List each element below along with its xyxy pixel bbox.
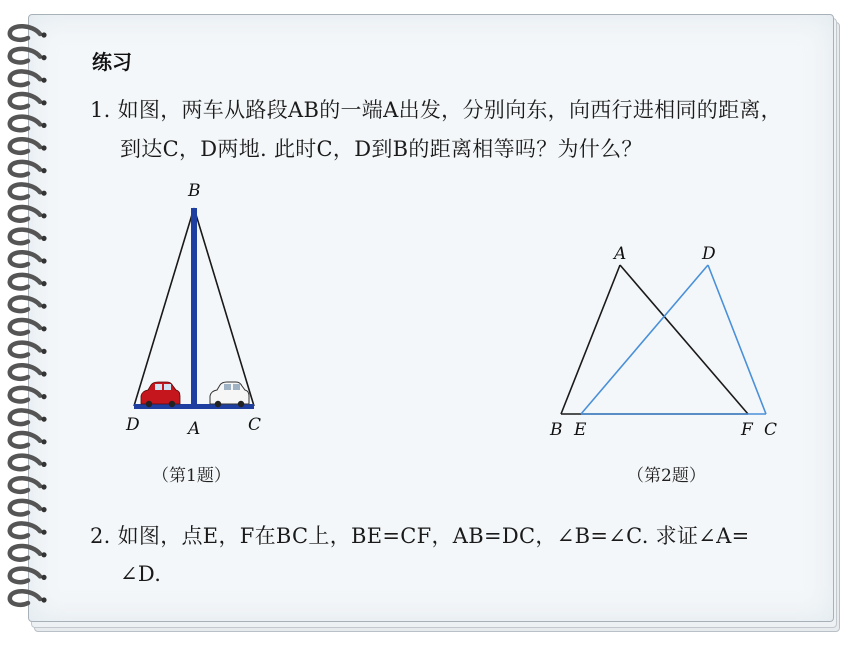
binding-ring [10, 501, 40, 515]
binding-ring [10, 162, 40, 176]
binding-ring [10, 410, 40, 424]
binding-ring [10, 26, 40, 40]
binding-hole [41, 597, 46, 602]
binding-hole [41, 123, 46, 128]
binding-ring [10, 297, 40, 311]
binding-hole [41, 326, 46, 331]
exercise-title: 练习 [92, 50, 132, 74]
question-2-line-2: ∠D. [120, 562, 162, 586]
binding-hole [41, 236, 46, 241]
binding-hole [41, 304, 46, 309]
binding-ring [10, 546, 40, 560]
fig2-label-A: A [614, 244, 627, 264]
binding-hole [41, 78, 46, 83]
fig2-label-B: B [550, 420, 563, 440]
fig2-label-F: F [741, 420, 753, 440]
binding-hole [41, 552, 46, 557]
question-1-line-2: 到达C，D两地. 此时C，D到B的距离相等吗？为什么？ [120, 137, 643, 161]
segment-DE [581, 265, 708, 414]
binding-hole [41, 55, 46, 60]
fig1-label-A: A [188, 419, 201, 439]
binding-ring [10, 71, 40, 85]
white-car-icon [210, 382, 249, 407]
binding-hole [41, 258, 46, 263]
figure-2 [548, 238, 788, 448]
binding-hole [41, 371, 46, 376]
segment-BD [134, 208, 194, 406]
binding-ring [10, 275, 40, 289]
binding-hole [41, 439, 46, 444]
segment-DC [708, 265, 766, 414]
binding-hole [41, 462, 46, 467]
spiral-binding [2, 20, 54, 620]
binding-hole [41, 394, 46, 399]
binding-hole [41, 213, 46, 218]
question-1-line-1: 1. 如图，两车从路段AB的一端A出发，分别向东，向西行进相同的距离， [90, 98, 782, 122]
binding-ring [10, 207, 40, 221]
fig1-label-D: D [126, 415, 140, 435]
segment-AF [620, 265, 748, 414]
question-2-line-1: 2. 如图，点E，F在BC上，BE=CF，AB=DC，∠B=∠C. 求证∠A= [90, 524, 750, 548]
binding-ring [10, 139, 40, 153]
binding-hole [41, 32, 46, 37]
binding-hole [41, 530, 46, 535]
binding-hole [41, 191, 46, 196]
fig2-label-C: C [764, 420, 778, 440]
binding-hole [41, 575, 46, 580]
binding-ring [10, 591, 40, 605]
binding-ring [10, 117, 40, 131]
binding-hole [41, 484, 46, 489]
fig1-label-B: B [188, 181, 201, 201]
segment-AB [561, 265, 620, 414]
binding-ring [10, 343, 40, 357]
binding-hole [41, 100, 46, 105]
binding-ring [10, 49, 40, 63]
fig2-label-E: E [574, 420, 587, 440]
binding-ring [10, 478, 40, 492]
binding-hole [41, 507, 46, 512]
binding-ring [10, 388, 40, 402]
figure-1 [120, 178, 280, 448]
pole-AB [191, 208, 197, 406]
binding-ring [10, 456, 40, 470]
binding-hole [41, 168, 46, 173]
binding-ring [10, 94, 40, 108]
binding-ring [10, 320, 40, 334]
binding-ring [10, 365, 40, 379]
segment-BC [194, 208, 254, 406]
binding-ring [10, 523, 40, 537]
binding-ring [10, 433, 40, 447]
binding-hole [41, 349, 46, 354]
binding-ring [10, 184, 40, 198]
figure-2-caption: （第2题） [627, 466, 706, 486]
fig2-label-D: D [702, 244, 716, 264]
binding-ring [10, 252, 40, 266]
binding-hole [41, 145, 46, 150]
binding-hole [41, 417, 46, 422]
binding-ring [10, 569, 40, 583]
red-car-icon [141, 382, 180, 407]
binding-ring [10, 230, 40, 244]
fig1-label-C: C [248, 415, 262, 435]
binding-hole [41, 281, 46, 286]
figure-1-caption: （第1题） [152, 466, 231, 486]
